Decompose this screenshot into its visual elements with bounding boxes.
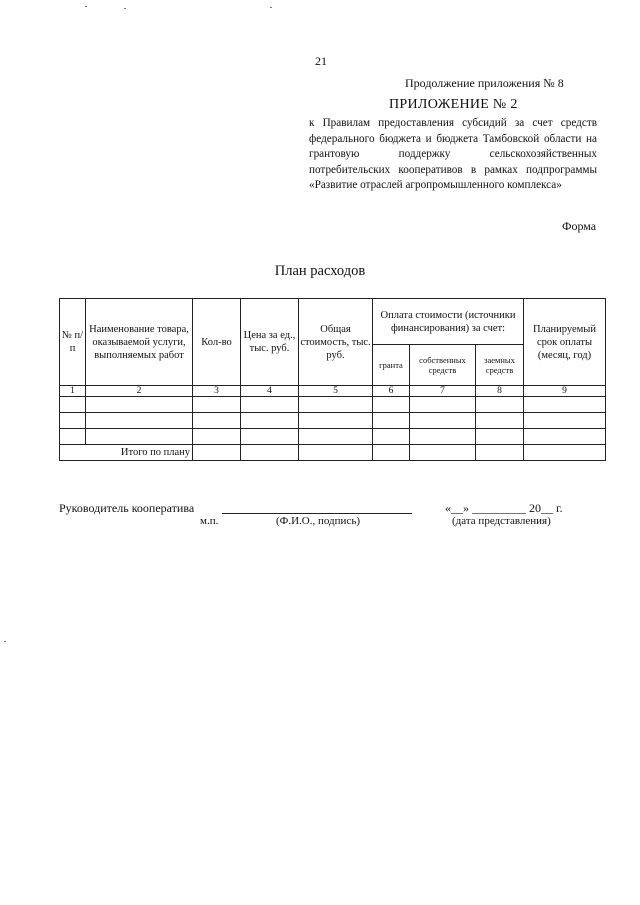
scan-speck [270,7,272,8]
signature-line [222,513,412,514]
signature-head-label: Руководитель кооператива [59,501,195,515]
date-caption: (дата представления) [452,515,551,527]
continuation-note: Продолжение приложения № 8 [405,76,564,90]
table-row [60,413,606,429]
header-unit-price: Цена за ед., тыс. руб. [241,299,299,386]
scan-speck [124,8,126,9]
appendix-title: ПРИЛОЖЕНИЕ № 2 [389,97,518,112]
column-number: 3 [193,386,241,397]
table-row [60,429,606,445]
header-own-funds: собственных средств [410,345,476,386]
stamp-place-label: м.п. [200,515,219,527]
column-number: 4 [241,386,299,397]
column-number: 7 [410,386,476,397]
column-number: 5 [299,386,373,397]
total-row [60,445,606,461]
page-number: 21 [315,54,327,68]
header-item-name: Наименование товара, оказываемой услуги, выполняемых работ [86,299,193,386]
header-num: № п/п [60,299,86,386]
form-label: Форма [562,219,597,233]
appendix-description: к Правилам предоставления субсидий за счет средств федерального бюджета и бюджета Тамбовской области на грантовую поддержку сельскохозяйственных потребительских кооперативов в рамках подпрограммы «Развитие отраслей агропромышленного комплекса» [309,117,597,192]
header-quantity: Кол-во [193,299,241,386]
column-number: 9 [524,386,606,397]
header-payment-sources: Оплата стоимости (источники финансирования) за счет: [373,299,524,345]
column-number: 8 [476,386,524,397]
header-payment-due: Планируемый срок оплаты (месяц, год) [524,299,606,386]
column-number: 1 [60,386,86,397]
header-total-cost: Общая стоимость, тыс. руб. [299,299,373,386]
header-borrowed-funds: заемных средств [476,345,524,386]
column-number: 6 [373,386,410,397]
scan-speck [4,641,6,642]
header-grant: гранта [373,345,410,386]
date-line: «__» _________ 20__ г. [445,501,563,515]
table-row [60,397,606,413]
scan-speck [85,6,87,7]
column-number: 2 [86,386,193,397]
expense-plan-table [59,298,606,461]
column-number-row [60,386,606,397]
signature-caption: (Ф.И.О., подпись) [276,515,360,527]
plan-title: План расходов [274,263,366,279]
total-label: Итого по плану [60,445,193,461]
